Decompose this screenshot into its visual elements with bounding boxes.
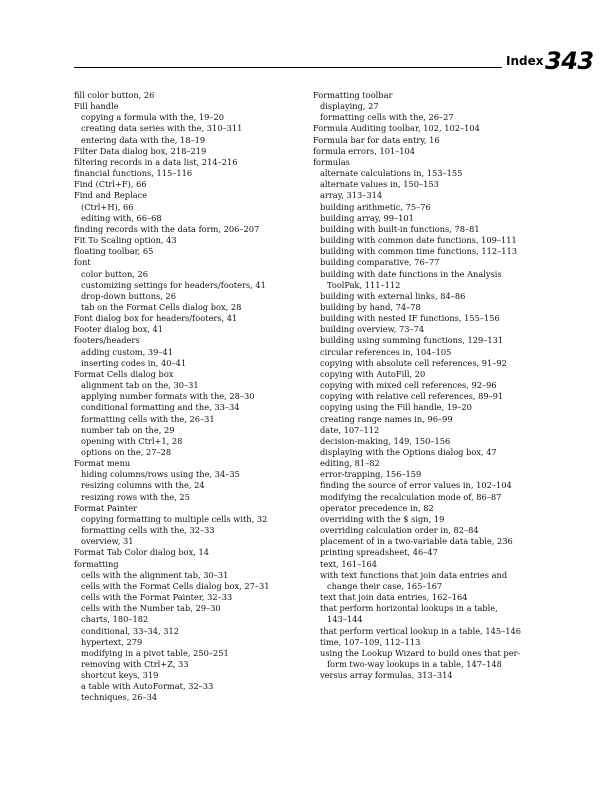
index-entry: (Ctrl+H), 66 (81, 201, 134, 212)
index-entry: building with built-in functions, 78–81 (320, 223, 480, 234)
index-entry: Fill handle (74, 101, 119, 112)
index-entry: Formula bar for data entry, 16 (313, 134, 440, 145)
index-entry: Filter Data dialog box, 218–219 (74, 145, 207, 156)
index-entry: tab on the Format Cells dialog box, 28 (81, 301, 242, 312)
index-entry: modifying in a pivot table, 250–251 (81, 647, 229, 658)
index-entry: opening with Ctrl+1, 28 (81, 435, 183, 446)
index-entry: copying with absolute cell references, 91–92 (320, 357, 507, 368)
index-entry: formatting cells with the, 26–31 (81, 413, 215, 424)
index-entry: date, 107–112 (320, 424, 380, 435)
index-entry: operator precedence in, 82 (320, 502, 434, 513)
index-entry: copying with mixed cell references, 92–96 (320, 380, 497, 391)
index-entry: shortcut keys, 319 (81, 670, 159, 681)
index-entry: cells with the alignment tab, 30–31 (81, 569, 229, 580)
index-entry: Format menu (74, 458, 131, 469)
index-entry: building overview, 73–74 (320, 324, 425, 335)
index-entry: editing with, 66–68 (81, 212, 162, 223)
index-entry: ToolPak, 111–112 (327, 279, 401, 290)
index-entry: footers/headers (74, 335, 140, 346)
index-entry: techniques, 26–34 (81, 692, 158, 703)
index-entry: creating range names in, 96–99 (320, 413, 453, 424)
index-entry: time, 107–109, 112–113 (320, 636, 421, 647)
index-entry: color button, 26 (81, 268, 149, 279)
index-entry: overriding calculation order in, 82–84 (320, 525, 479, 536)
index-entry: form two-way lookups in a table, 147–148 (327, 658, 502, 669)
index-entry: with text functions that join data entries and (320, 569, 508, 580)
index-entry: removing with Ctrl+Z, 33 (81, 658, 189, 669)
index-entry: resizing rows with the, 25 (81, 491, 190, 502)
index-column-right (313, 90, 553, 681)
index-entry: modifying the recalculation mode of, 86–87 (320, 491, 502, 502)
running-head-label: Index (506, 54, 544, 68)
index-entry: cells with the Format Painter, 32–33 (81, 592, 233, 603)
index-entry: creating data series with the, 310–311 (81, 123, 243, 134)
index-entry: hiding columns/rows using the, 34–35 (81, 469, 240, 480)
index-entry: building with external links, 84–86 (320, 290, 466, 301)
index-entry: floating toolbar, 65 (74, 246, 154, 257)
index-entry: change their case, 165–167 (327, 580, 443, 591)
index-entry: decision-making, 149, 150–156 (320, 435, 451, 446)
index-entry: placement of in a two-variable data table, 236 (320, 536, 513, 547)
index-entry: using the Lookup Wizard to build ones that per- (320, 647, 521, 658)
index-entry: text that join data entries, 162–164 (320, 592, 468, 603)
index-entry: Formula Auditing toolbar, 102, 102–104 (313, 123, 480, 134)
index-entry: customizing settings for headers/footers, 41 (81, 279, 266, 290)
index-entry: cells with the Number tab, 29–30 (81, 603, 221, 614)
index-entry: conditional formatting and the, 33–34 (81, 402, 240, 413)
index-entry: displaying with the Options dialog box, 47 (320, 447, 497, 457)
index-entry: cells with the Format Cells dialog box, 27–31 (81, 580, 270, 591)
index-entry: editing, 81–82 (320, 458, 380, 469)
index-entry: formatting (74, 558, 119, 569)
index-entry: building with common time functions, 112–113 (320, 246, 518, 257)
index-entry: building array, 99–101 (320, 212, 414, 223)
index-entry: alternate values in, 150–153 (320, 179, 439, 190)
index-entry: versus array formulas, 313–314 (320, 670, 453, 681)
index-entry: copying a formula with the, 19–20 (81, 112, 225, 123)
index-entry: font (74, 257, 91, 268)
index-entry: alternate calculations in, 153–155 (320, 168, 463, 179)
index-entry: building with date functions in the Analysis (320, 268, 502, 279)
index-entry: Format Tab Color dialog box, 14 (74, 547, 209, 558)
index-entry: Formatting toolbar (313, 90, 393, 100)
index-entry: circular references in, 104–105 (320, 346, 452, 357)
index-entry: copying formatting to multiple cells with, 32 (81, 513, 268, 524)
index-entry: error-trapping, 156–159 (320, 469, 422, 480)
index-entry: building by hand, 74–78 (320, 301, 421, 312)
index-entry: overriding with the $ sign, 19 (320, 513, 445, 524)
index-entry: financial functions, 115–116 (74, 168, 193, 179)
index-entry: adding custom, 39–41 (81, 346, 173, 357)
index-entry: hypertext, 279 (81, 636, 143, 647)
index-entry: charts, 180–182 (81, 614, 149, 625)
index-entry: printing spreadsheet, 46–47 (320, 547, 438, 558)
header-rule (74, 67, 502, 68)
index-entry: Find (Ctrl+F), 66 (74, 179, 147, 190)
index-entry: building with common date functions, 109–111 (320, 235, 517, 246)
index-entry: finding records with the data form, 206–207 (74, 223, 260, 234)
index-entry: applying number formats with the, 28–30 (81, 391, 255, 402)
index-entry: text, 161–164 (320, 558, 378, 569)
index-entry: array, 313–314 (320, 190, 383, 201)
index-entry: number tab on the, 29 (81, 424, 175, 435)
index-entry: resizing columns with the, 24 (81, 480, 205, 491)
index-entry: options on the, 27–28 (81, 447, 172, 457)
index-entry: displaying, 27 (320, 101, 379, 112)
index-entry: formula errors, 101–104 (313, 145, 416, 156)
index-entry: building using summing functions, 129–131 (320, 335, 504, 346)
index-entry: building comparative, 76–77 (320, 257, 440, 268)
index-entry: that perform horizontal lookups in a table, (320, 603, 498, 614)
index-entry: Font dialog box for headers/footers, 41 (74, 313, 238, 324)
index-entry: conditional, 33–34, 312 (81, 625, 179, 636)
index-entry: Format Painter (74, 502, 138, 513)
index-entry: finding the source of error values in, 102–104 (320, 480, 512, 491)
index-entry: drop-down buttons, 26 (81, 290, 176, 301)
index-entry: Format Cells dialog box (74, 368, 174, 379)
index-entry: inserting codes in, 40–41 (81, 357, 187, 368)
index-entry: 143–144 (327, 614, 363, 625)
index-entry: copying using the Fill handle, 19–20 (320, 402, 472, 413)
index-entry: building with nested IF functions, 155–156 (320, 313, 500, 324)
index-entry: filtering records in a data list, 214–216 (74, 156, 238, 167)
index-entry: formatting cells with the, 32–33 (81, 525, 215, 536)
index-entry: copying with AutoFill, 20 (320, 368, 426, 379)
page-number: 343 (545, 47, 594, 75)
index-entry: formulas (313, 156, 350, 167)
index-entry: fill color button, 26 (74, 90, 155, 100)
index-column-left (74, 90, 304, 704)
index-entry: building arithmetic, 75–76 (320, 201, 431, 212)
index-entry: alignment tab on the, 30–31 (81, 380, 199, 391)
index-entry: formatting cells with the, 26–27 (320, 112, 454, 123)
index-entry: a table with AutoFormat, 32–33 (81, 681, 214, 692)
index-entry: overview, 31 (81, 536, 134, 547)
index-entry: entering data with the, 18–19 (81, 134, 206, 145)
index-entry: copying with relative cell references, 89–91 (320, 391, 504, 402)
index-entry: that perform vertical lookup in a table, 145–146 (320, 625, 522, 636)
index-entry: Footer dialog box, 41 (74, 324, 163, 335)
index-entry: Fit To Scaling option, 43 (74, 235, 177, 246)
index-entry: Find and Replace (74, 190, 148, 201)
